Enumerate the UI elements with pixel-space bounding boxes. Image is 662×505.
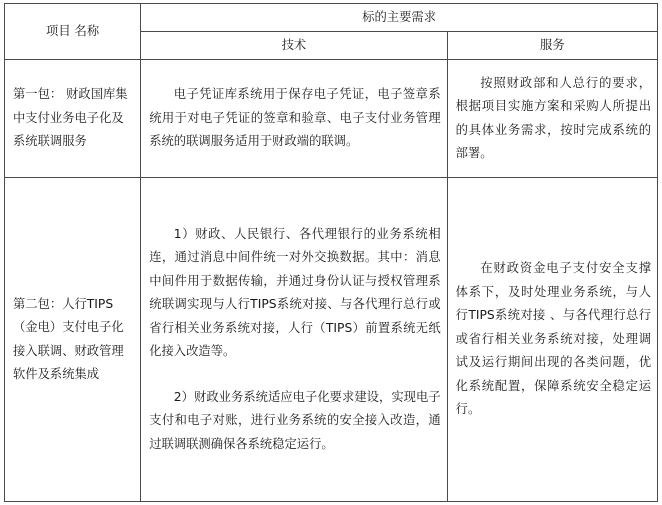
row-2-service-paragraph: 在财政资金电子支付安全支撑体系下，及时处理业务系统，与人行TIPS系统对接 、与各代理行总行或省行相关业务系统对接，处理调试及运行期间出现的各类问题，优化系统配置，保障系统安全稳定运行。 <box>455 261 651 417</box>
row-2-service <box>447 178 657 502</box>
row-1-tech-paragraph: 电子凭证库系统用于保存电子凭证，电子签章系统用于对电子凭证的签章和验章、电子支付业务管理系统的联调服务适用于财政端的联调。 <box>149 87 441 149</box>
row-2-tech-paragraph-2: 2）财政业务系统适应电子化要求建设，实现电子支付和电子对账，进行业务系统的安全接入改造，通过联调联测确保各系统稳定运行。 <box>149 389 441 451</box>
header-tech: 技术 <box>141 32 447 60</box>
row-1-tech <box>141 60 447 178</box>
row-2-name: 第二包：人行TIPS（金电）支付电子化接入联调、财政管理软件及系统集成 <box>5 178 141 502</box>
row-1-name: 第一包： 财政国库集中支付业务电子化及系统联调服务 <box>5 60 141 178</box>
header-requirements: 标的主要需求 <box>141 4 658 32</box>
row-2-tech <box>141 178 447 502</box>
row-2-tech-paragraph-1: 1）财政、人民银行、各代理银行的业务系统相连，通过消息中间件统一对外交换数据。其中：消息中间件用于数据传输，并通过身份认证与授权管理系统联调实现与人行TIPS系统对接、与各代理行总行或省行相关业务系统对接，人行（TIPS）前置系统无纸化接入改造等。 <box>149 226 441 359</box>
requirements-table <box>4 3 658 502</box>
header-service: 服务 <box>447 32 657 60</box>
header-project-name: 项目 名称 <box>5 4 141 60</box>
table-row <box>5 60 658 178</box>
table-row <box>5 178 658 502</box>
row-1-service-paragraph: 按照财政部和人总行的要求，根据项目实施方案和采购人所提出的具体业务需求，按时完成系统的部署。 <box>455 75 651 160</box>
row-1-service <box>447 60 657 178</box>
